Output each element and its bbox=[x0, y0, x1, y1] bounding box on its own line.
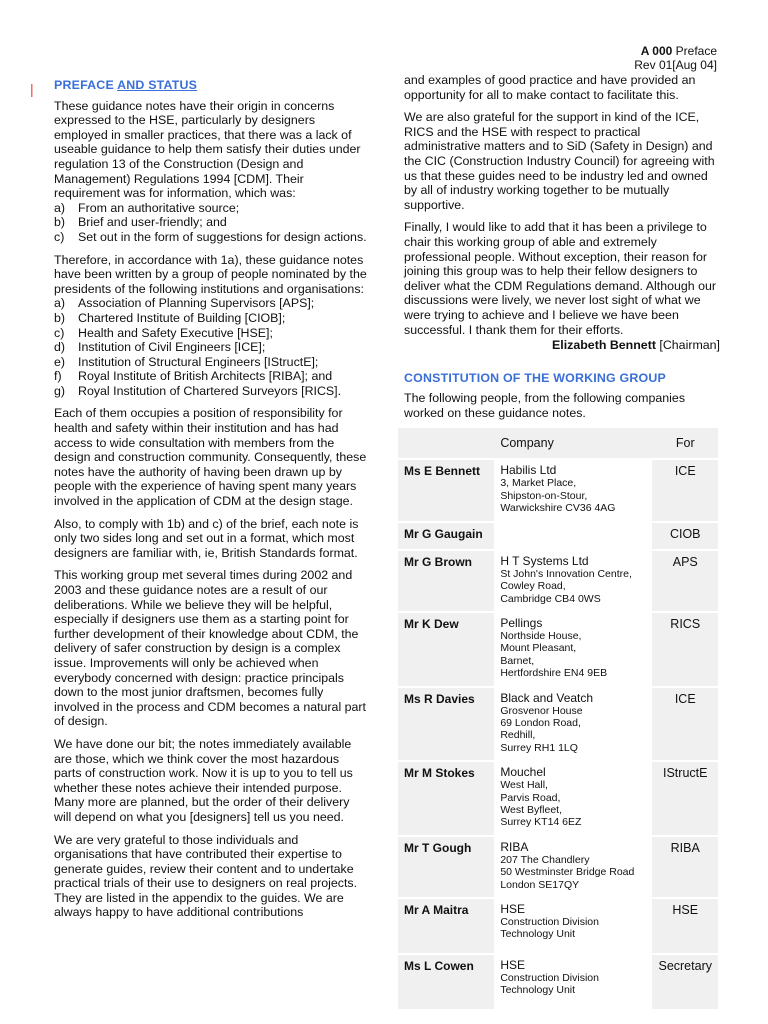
member-name: Ms L Cowen bbox=[398, 954, 494, 1010]
member-address-line: Technology Unit bbox=[500, 984, 576, 997]
list-item-text: Brief and user-friendly; and bbox=[78, 215, 227, 230]
member-address-line: London SE17QY bbox=[500, 878, 580, 891]
signature-name: Elizabeth Bennett bbox=[552, 338, 656, 353]
member-name: Mr K Dew bbox=[398, 612, 494, 687]
member-represents: APS bbox=[652, 550, 718, 612]
members-table-header bbox=[398, 428, 718, 459]
member-address-line: Construction Division bbox=[500, 916, 599, 928]
table-row bbox=[398, 522, 718, 550]
member-address-line: Shipston-on-Stour, bbox=[500, 489, 588, 502]
member-name: Mr M Stokes bbox=[398, 761, 494, 836]
member-company-cell bbox=[494, 898, 652, 954]
table-row bbox=[398, 761, 718, 836]
signature bbox=[404, 338, 720, 353]
member-company: Mouchel bbox=[500, 765, 546, 780]
preface-heading-part2: AND STATUS bbox=[117, 78, 198, 92]
list-item bbox=[54, 215, 370, 230]
table-row bbox=[398, 954, 718, 1010]
table-row bbox=[398, 459, 718, 521]
paragraph-grateful: We are very grateful to those individuals and organisations that have contributed their expertise to generate guides, review their content and to undertake practical trials of their use to designers on real projects. They are listed in the appendix to the guides. We are always happy to have additional contributions bbox=[54, 832, 358, 920]
list-marker: b) bbox=[54, 310, 66, 325]
member-company-cell bbox=[494, 550, 652, 612]
member-company: HSE bbox=[500, 958, 526, 972]
list-item bbox=[54, 326, 370, 341]
preface-heading-part1: PREFACE bbox=[54, 78, 118, 92]
member-company-cell bbox=[494, 522, 652, 550]
member-name: Mr G Brown bbox=[398, 550, 494, 612]
paragraph-nominated: Therefore, in accordance with 1a), these guidance notes have been written by a group of people nominated by the presidents of the following institutions and organisations: bbox=[54, 252, 367, 296]
list-item-text: Institution of Civil Engineers [ICE]; bbox=[78, 340, 266, 355]
requirements-list bbox=[54, 201, 370, 245]
list-item-text: Health and Safety Executive [HSE]; bbox=[78, 325, 273, 340]
preface-heading bbox=[54, 78, 370, 93]
member-company: Black and Veatch bbox=[500, 690, 594, 705]
institutions-list bbox=[54, 296, 370, 398]
member-address-line: Grosvenor House bbox=[500, 704, 583, 717]
paragraph-privilege: Finally, I would like to add that it has been a privilege to chair this working group of able and extremely professional people. Without exception, their reason for joining this group was to help their fellow designers to deliver what the CDM Regulations demand. Although our discussions were lively, we never lost sight of what we were trying to achieve and I believe we have been successful. I thank them for their efforts. bbox=[404, 220, 717, 337]
member-represents: Secretary bbox=[652, 954, 718, 1010]
member-name: Mr A Maitra bbox=[398, 898, 494, 954]
header-for: For bbox=[652, 428, 718, 459]
member-name: Ms E Bennett bbox=[398, 459, 494, 521]
member-address-line: St John's Innovation Centre, bbox=[500, 567, 632, 580]
member-company-cell bbox=[494, 459, 652, 521]
page-header-reference bbox=[634, 44, 717, 72]
member-address-line: Redhill, bbox=[500, 729, 536, 742]
doc-section: Preface bbox=[675, 44, 717, 58]
member-company-cell bbox=[494, 612, 652, 687]
member-represents: RIBA bbox=[652, 836, 718, 898]
member-represents: HSE bbox=[652, 898, 718, 954]
member-address-line: Barnet, bbox=[500, 654, 535, 667]
member-company: Pellings bbox=[500, 615, 543, 630]
table-row bbox=[398, 687, 718, 762]
member-company-cell bbox=[494, 836, 652, 898]
list-item-text: Royal Institute of British Architects [RIBA]; and bbox=[78, 369, 333, 384]
member-company: HSE bbox=[500, 902, 526, 916]
paragraph-format: Also, to comply with 1b) and c) of the brief, each note is only two sides long and set out in a format, which most designers are familiar with, ie, British Standards format. bbox=[54, 516, 359, 560]
table-row bbox=[398, 612, 718, 687]
member-address-line: West Byfleet, bbox=[500, 803, 562, 816]
table-row bbox=[398, 898, 718, 954]
list-item bbox=[54, 201, 370, 216]
list-item-text: Association of Planning Supervisors [APS]; bbox=[78, 296, 315, 311]
member-address-line: Mount Pleasant, bbox=[500, 642, 577, 655]
member-company-cell bbox=[494, 687, 652, 762]
member-address-line: Cowley Road, bbox=[500, 580, 566, 593]
member-address-line: Cambridge CB4 0WS bbox=[500, 592, 601, 605]
member-company-cell bbox=[494, 954, 652, 1010]
member-represents: CIOB bbox=[652, 522, 718, 550]
table-row bbox=[398, 550, 718, 612]
member-company: RIBA bbox=[500, 839, 529, 854]
list-item bbox=[54, 355, 370, 370]
member-name: Ms R Davies bbox=[398, 687, 494, 762]
right-column bbox=[404, 73, 720, 1011]
member-represents: RICS bbox=[652, 612, 718, 687]
member-address-line: West Hall, bbox=[500, 779, 548, 792]
header-name bbox=[398, 428, 494, 459]
paragraph-support: We are also grateful for the support in kind of the ICE, RICS and the HSE with respect to practical administrative matters and to SiD (Safety in Design) and the CIC (Construction Industry Council) for agreeing with us that these guides need to be industry led and owned by all of industry working together to be mutually supportive. bbox=[404, 110, 715, 212]
member-address-line: Parvis Road, bbox=[500, 791, 561, 804]
list-item bbox=[54, 384, 370, 399]
member-address-line: 207 The Chandlery bbox=[500, 853, 590, 866]
member-company: Habilis Ltd bbox=[500, 463, 557, 478]
member-company: H T Systems Ltd bbox=[500, 553, 589, 568]
paragraph-done-our-bit: We have done our bit; the notes immediately available are those, which we think cover the most hazardous parts of construction work. Now it is up to you to tell us whether these notes achieve their intended purpose. Many more are planned, but the order of their delivery will depend on what you [designers] tell us you need. bbox=[54, 736, 353, 824]
revision-change-mark: | bbox=[30, 81, 34, 97]
list-marker: e) bbox=[54, 354, 66, 369]
paragraph-examples: and examples of good practice and have provided an opportunity for all to make contact to facilitate this. bbox=[404, 73, 696, 102]
list-marker: c) bbox=[54, 229, 65, 244]
list-item bbox=[54, 230, 370, 245]
member-name: Mr G Gaugain bbox=[398, 522, 494, 550]
member-represents: ICE bbox=[652, 459, 718, 521]
member-address-line: 69 London Road, bbox=[500, 716, 581, 729]
constitution-heading: CONSTITUTION OF THE WORKING GROUP bbox=[404, 370, 666, 385]
paragraph-following-people: The following people, from the following companies worked on these guidance notes. bbox=[404, 391, 686, 420]
member-address-line: 3, Market Place, bbox=[500, 477, 577, 490]
left-column bbox=[54, 78, 370, 928]
list-item bbox=[54, 340, 370, 355]
signature-role: [Chairman] bbox=[655, 338, 720, 353]
members-table bbox=[398, 428, 718, 1011]
list-item bbox=[54, 311, 370, 326]
doc-code: A 000 bbox=[640, 44, 673, 58]
doc-revision: Rev 01[Aug 04] bbox=[634, 58, 717, 72]
member-address-line: Warwickshire CV36 4AG bbox=[500, 502, 616, 515]
paragraph-origin: These guidance notes have their origin in concerns expressed to the HSE, particularly by designers employed in smaller practices, that there was a lack of useable guidance to help them satisfy their duties under regulation 13 of the Construction (Design and Management) Regulations 1994 [CDM]. Their requirement was for information, which was: bbox=[54, 98, 361, 201]
member-address-line: Technology Unit bbox=[500, 928, 576, 941]
table-row bbox=[398, 836, 718, 898]
member-represents: ICE bbox=[652, 687, 718, 762]
member-name: Mr T Gough bbox=[398, 836, 494, 898]
list-item-text: Institution of Structural Engineers [IStructE]; bbox=[78, 354, 319, 369]
list-marker: a) bbox=[54, 200, 66, 215]
list-item bbox=[54, 296, 370, 311]
member-address-line: Construction Division bbox=[500, 972, 599, 984]
list-item-text: Set out in the form of suggestions for design actions. bbox=[78, 229, 367, 244]
member-address-line: Northside House, bbox=[500, 629, 582, 642]
paragraph-responsibility: Each of them occupies a position of responsibility for health and safety within their institution and has had access to wide consultation with members from the design and construction community. Consequently, these notes have the authority of having been drawn up by people with the experience of having spent many years involved in the application of CDM at the design stage. bbox=[54, 406, 367, 509]
list-marker: f) bbox=[54, 369, 62, 384]
header-company: Company bbox=[494, 428, 652, 459]
list-item-text: From an authoritative source; bbox=[78, 200, 240, 215]
list-marker: c) bbox=[54, 325, 65, 340]
member-address-line: Hertfordshire EN4 9EB bbox=[500, 667, 608, 680]
list-marker: a) bbox=[54, 296, 66, 311]
member-company-cell bbox=[494, 761, 652, 836]
paragraph-working-group: This working group met several times during 2002 and 2003 and these guidance notes are a result of our deliberations. While we believe they will be helpful, especially if designers use them as a starting point for further development of their knowledge about CDM, the delivery of safer construction by design is a complex issue. Improvements will only be achieved when everybody concerned with design: practice principals down to the most junior draftsmen, becomes fully involved in the process and CDM becomes a natural part of design. bbox=[54, 568, 366, 729]
list-item bbox=[54, 369, 370, 384]
member-address-line: Surrey RH1 1LQ bbox=[500, 741, 578, 754]
member-represents: IStructE bbox=[652, 761, 718, 836]
list-marker: b) bbox=[54, 215, 66, 230]
member-address-line: 50 Westminster Bridge Road bbox=[500, 866, 635, 879]
list-item-text: Chartered Institute of Building [CIOB]; bbox=[78, 310, 286, 325]
member-address-line: Surrey KT14 6EZ bbox=[500, 816, 582, 829]
list-item-text: Royal Institution of Chartered Surveyors [RICS]. bbox=[78, 383, 342, 398]
list-marker: d) bbox=[54, 340, 66, 355]
list-marker: g) bbox=[54, 383, 66, 398]
